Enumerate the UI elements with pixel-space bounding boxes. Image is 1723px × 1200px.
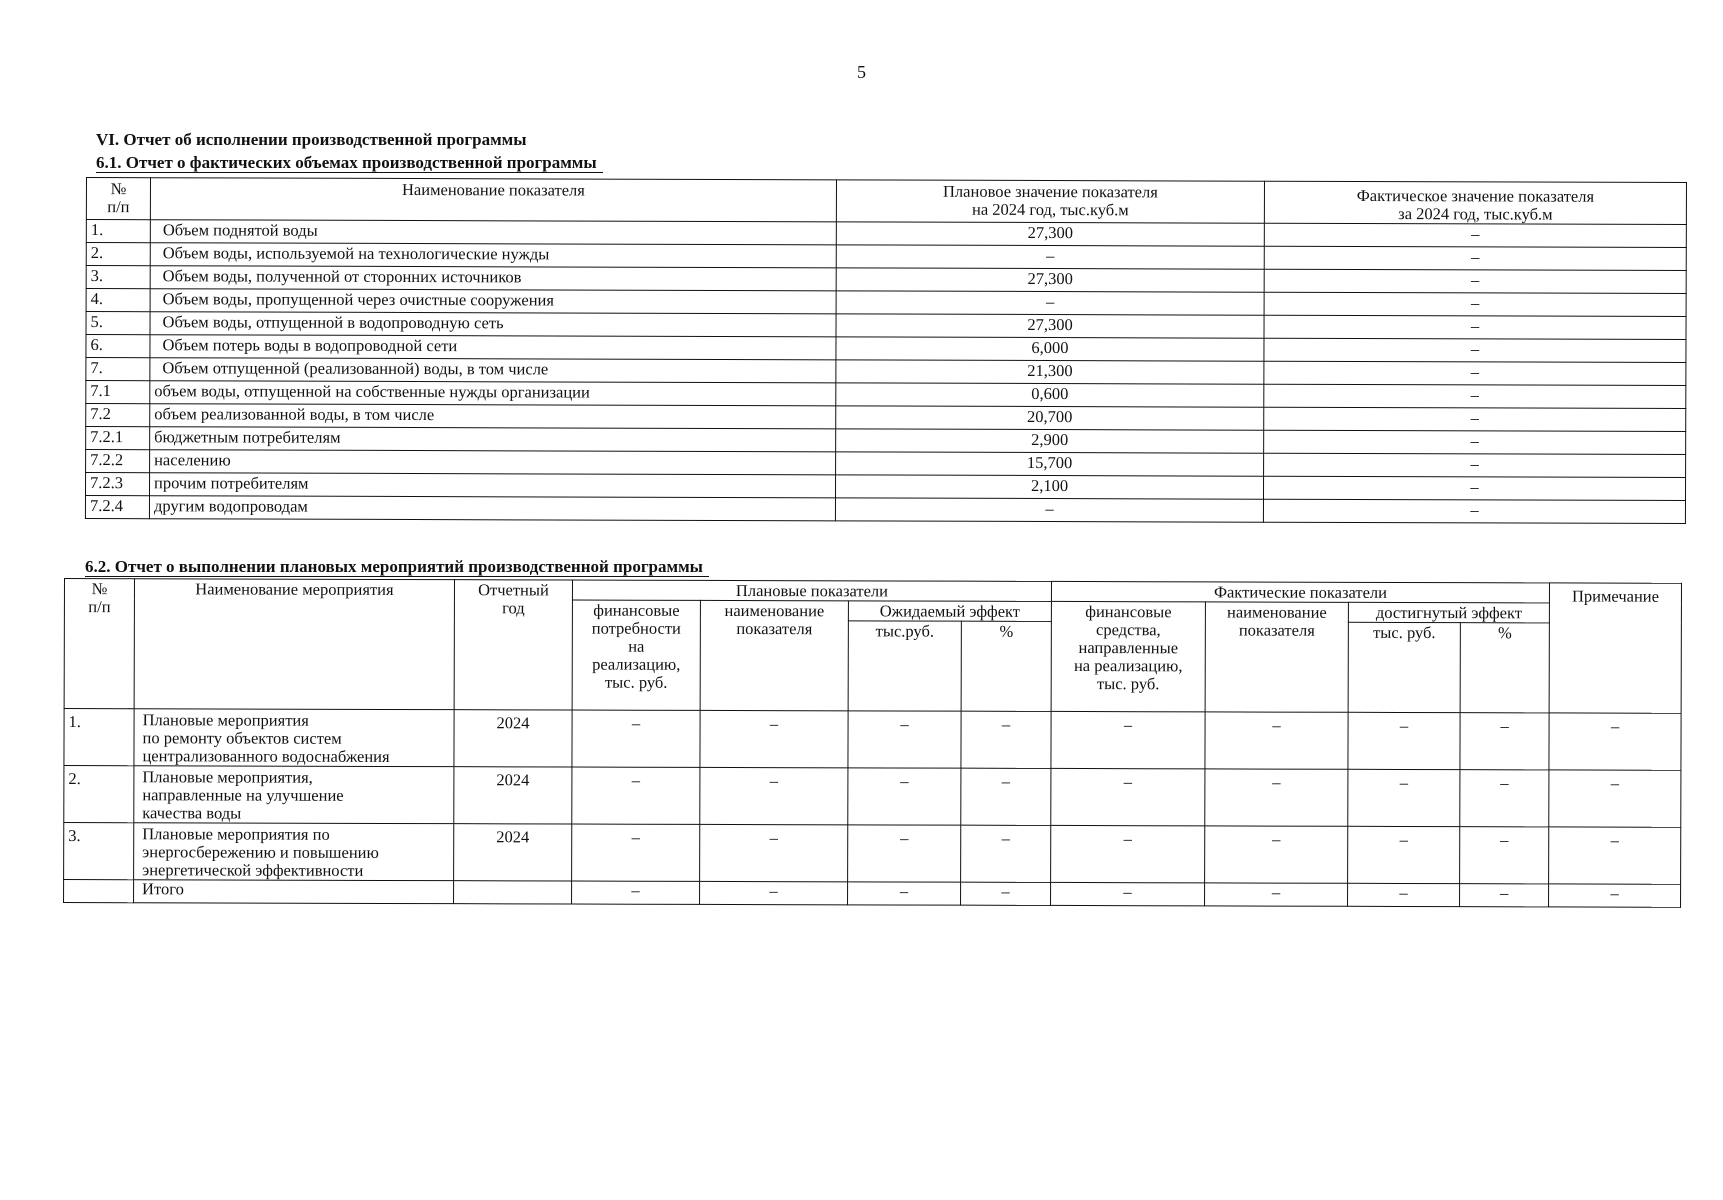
row-number: 5. (86, 312, 150, 335)
row-name: Объем потерь воды в водопроводной сети (150, 335, 836, 360)
plan-indicator-value: – (700, 710, 848, 767)
plan-finance-value: – (572, 767, 700, 824)
achieved-effect-pct-value: – (1460, 827, 1549, 884)
fact-indicator-value: – (1205, 826, 1348, 883)
indicator-name-header: Наименование показателя (150, 178, 836, 222)
expected-effect-rub-value: – (848, 711, 961, 768)
table-row (64, 766, 1681, 828)
fact-indicator-header (1205, 602, 1348, 712)
row-number: 2. (86, 243, 150, 266)
row-number: 7.1 (86, 381, 150, 404)
row-name: Объем воды, полученной от сторонних источников (150, 266, 836, 291)
fact-value-header (1264, 181, 1686, 224)
row-fact-value: – (1264, 453, 1686, 477)
row-fact-value: – (1263, 476, 1685, 500)
fact-indicator-value: – (1205, 769, 1348, 826)
note-value: – (1549, 770, 1681, 827)
fact-finance-line2: средства, (1095, 620, 1161, 640)
row-year: 2024 (454, 767, 572, 824)
row-number: 3. (64, 823, 134, 880)
year-header-line1: Отчетный (478, 580, 549, 600)
row-plan-value: 15,700 (836, 452, 1264, 476)
measures-table (63, 578, 1682, 908)
table-row (64, 823, 1681, 885)
note-header-text: Примечание (1571, 586, 1660, 606)
fact-indicator-line2: показателя (1238, 620, 1315, 640)
total-expected-effect-pct: – (961, 882, 1051, 905)
plan-finance-line2: потребности (591, 618, 681, 638)
achieved-effect-pct-value: – (1460, 770, 1549, 827)
fact-header-line2: за 2024 год, тыс.куб.м (1398, 204, 1553, 224)
row-plan-value: – (836, 291, 1264, 315)
plan-finance-value: – (572, 710, 700, 767)
row-plan-value: 27,300 (836, 268, 1264, 292)
fact-finance-line4: на реализацию, (1073, 655, 1183, 676)
row-fact-value: – (1264, 315, 1686, 339)
row-plan-value: – (835, 498, 1263, 522)
plan-indicator-line1: наименование (724, 600, 825, 621)
row-name: Объем воды, используемой на технологические нужды (150, 243, 836, 268)
row-fact-value: – (1264, 430, 1686, 454)
year-header-line2: год (502, 598, 525, 618)
row-number: 7.2.4 (85, 496, 149, 519)
fact-group-header: Фактические показатели (1051, 581, 1549, 602)
row-fact-value: – (1263, 499, 1685, 523)
table-row (85, 496, 1685, 524)
note-value: – (1549, 713, 1681, 770)
volumes-table (85, 177, 1687, 524)
row-number: 1. (86, 220, 150, 243)
row-number: 2. (64, 766, 134, 823)
num-header-line1: № (110, 179, 127, 199)
row-name-line2: направленные на улучшение (142, 785, 344, 805)
row-name (134, 709, 454, 767)
table-row (64, 709, 1681, 771)
row-name-line3: энергетической эффективности (142, 860, 364, 880)
plan-finance-line4: реализацию, (592, 654, 681, 674)
row-plan-value: 0,600 (836, 383, 1264, 407)
row-fact-value: – (1264, 223, 1686, 247)
num-header-line2: п/п (107, 197, 130, 217)
achieved-effect-rub-value: – (1348, 826, 1460, 883)
total-expected-effect-rub: – (848, 882, 961, 905)
plan-indicator-value: – (700, 767, 848, 824)
row-number: 4. (86, 289, 150, 312)
row-number: 7.2 (86, 404, 150, 427)
fact-finance-value: – (1051, 768, 1205, 825)
fact-indicator-line1: наименование (1227, 602, 1327, 622)
table2-title: 6.2. Отчет о выполнении плановых мероприятий производственной программы (85, 558, 709, 577)
num-header (64, 579, 134, 709)
num-header-line2: п/п (88, 597, 111, 617)
row-number: 7.2.3 (85, 473, 149, 496)
plan-indicator-header (700, 600, 848, 710)
row-number: 3. (86, 266, 150, 289)
plan-value-header (836, 180, 1264, 223)
plan-finance-line5: тыс. руб. (604, 672, 668, 692)
table1-header-row (86, 178, 1686, 225)
row-name-line2: энергосбережению и повышению (142, 842, 379, 862)
total-label: Итого (134, 880, 454, 904)
row-year: 2024 (454, 710, 572, 767)
row-name: Объем воды, пропущенной через очистные сооружения (150, 289, 836, 314)
total-achieved-effect-pct: – (1460, 884, 1549, 907)
expected-effect-header: Ожидаемый эффект (848, 601, 1051, 622)
row-plan-value: – (836, 245, 1264, 269)
table2-header-row1 (64, 579, 1681, 604)
plan-finance-value: – (572, 824, 700, 881)
row-plan-value: 2,900 (836, 429, 1264, 453)
fact-indicator-value: – (1205, 712, 1348, 769)
row-number: 1. (64, 709, 134, 766)
row-name-line1: Плановые мероприятия по (142, 824, 330, 844)
fact-finance-line1: финансовые (1085, 602, 1172, 622)
row-name: объем воды, отпущенной на собственные нужды организации (150, 381, 836, 406)
plan-indicator-value: – (700, 824, 848, 881)
expected-effect-pct-header: % (961, 621, 1051, 711)
row-plan-value: 6,000 (836, 337, 1264, 361)
total-note: – (1549, 884, 1681, 907)
row-fact-value: – (1264, 361, 1686, 385)
fact-finance-value: – (1051, 711, 1205, 768)
plan-header-line2: на 2024 год, тыс.куб.м (972, 199, 1129, 220)
section-title: VI. Отчет об исполнении производственной программы (96, 130, 527, 149)
row-plan-value: 27,300 (836, 222, 1264, 246)
row-name-line1: Плановые мероприятия, (142, 767, 313, 787)
achieved-effect-header: достигнутый эффект (1348, 602, 1549, 623)
total-fact-indicator: – (1205, 883, 1348, 906)
plan-indicator-line2: показателя (736, 618, 813, 639)
row-plan-value: 2,100 (835, 475, 1263, 499)
fact-finance-line3: направленные (1078, 638, 1179, 658)
page-number: 5 (857, 62, 866, 82)
row-name: прочим потребителям (149, 473, 835, 498)
row-fact-value: – (1264, 292, 1686, 316)
row-plan-value: 27,300 (836, 314, 1264, 338)
num-header (86, 178, 150, 220)
fact-header-line1: Фактическое значение показателя (1356, 185, 1595, 206)
expected-effect-pct-value: – (961, 711, 1051, 768)
fact-finance-header (1051, 601, 1205, 711)
total-year (454, 881, 572, 904)
row-name (134, 823, 454, 881)
row-name (134, 766, 454, 824)
expected-effect-rub-value: – (848, 825, 961, 882)
expected-effect-pct-value: – (961, 768, 1051, 825)
total-row (64, 880, 1681, 908)
row-plan-value: 21,300 (836, 360, 1264, 384)
row-name-line3: централизованного водоснабжения (142, 746, 390, 766)
row-number: 6. (86, 335, 150, 358)
total-plan-finance: – (572, 881, 700, 904)
note-value: – (1549, 827, 1681, 884)
row-number: 7.2.2 (86, 450, 150, 473)
num-header-line1: № (91, 579, 108, 599)
row-fact-value: – (1264, 384, 1686, 408)
row-name: бюджетным потребителям (150, 427, 836, 452)
total-plan-indicator: – (700, 881, 848, 904)
row-plan-value: 20,700 (836, 406, 1264, 430)
achieved-effect-pct-header: % (1460, 623, 1549, 713)
fact-finance-line5: тыс. руб. (1096, 674, 1160, 694)
row-name: объем реализованной воды, в том числе (150, 404, 836, 429)
row-name-line3: качества воды (142, 803, 242, 823)
row-fact-value: – (1264, 269, 1686, 293)
achieved-effect-pct-value: – (1460, 713, 1549, 770)
total-number (64, 880, 134, 903)
total-achieved-effect-rub: – (1348, 883, 1460, 906)
achieved-effect-rub-value: – (1348, 712, 1460, 769)
fact-finance-value: – (1051, 825, 1205, 882)
row-year: 2024 (454, 824, 572, 881)
row-name: Объем воды, отпущенной в водопроводную сеть (150, 312, 836, 337)
expected-effect-pct-value: – (961, 825, 1051, 882)
row-fact-value: – (1264, 338, 1686, 362)
row-fact-value: – (1264, 246, 1686, 270)
row-name: населению (150, 450, 836, 475)
note-header (1549, 583, 1681, 713)
achieved-effect-rub-header: тыс. руб. (1348, 622, 1460, 712)
row-name-line1: Плановые мероприятия (142, 710, 309, 730)
plan-finance-header (572, 600, 700, 710)
row-name: Объем поднятой воды (150, 220, 836, 245)
expected-effect-rub-header: тыс.руб. (848, 621, 961, 711)
plan-group-header: Плановые показатели (572, 580, 1051, 601)
measure-name-header: Наименование мероприятия (134, 579, 454, 710)
row-name-line2: по ремонту объектов систем (142, 728, 342, 748)
achieved-effect-rub-value: – (1348, 769, 1460, 826)
plan-header-line1: Плановое значение показателя (943, 181, 1158, 202)
total-fact-finance: – (1051, 882, 1205, 905)
table1-title: 6.1. Отчет о фактических объемах производственной программы (96, 154, 603, 173)
expected-effect-rub-value: – (848, 768, 961, 825)
plan-finance-line1: финансовые (593, 600, 680, 620)
row-name: другим водопроводам (149, 496, 835, 521)
row-number: 7.2.1 (86, 427, 150, 450)
row-fact-value: – (1264, 407, 1686, 431)
row-number: 7. (86, 358, 150, 381)
year-header (454, 580, 572, 710)
row-name: Объем отпущенной (реализованной) воды, в том числе (150, 358, 836, 383)
plan-finance-line3: на (628, 636, 645, 656)
